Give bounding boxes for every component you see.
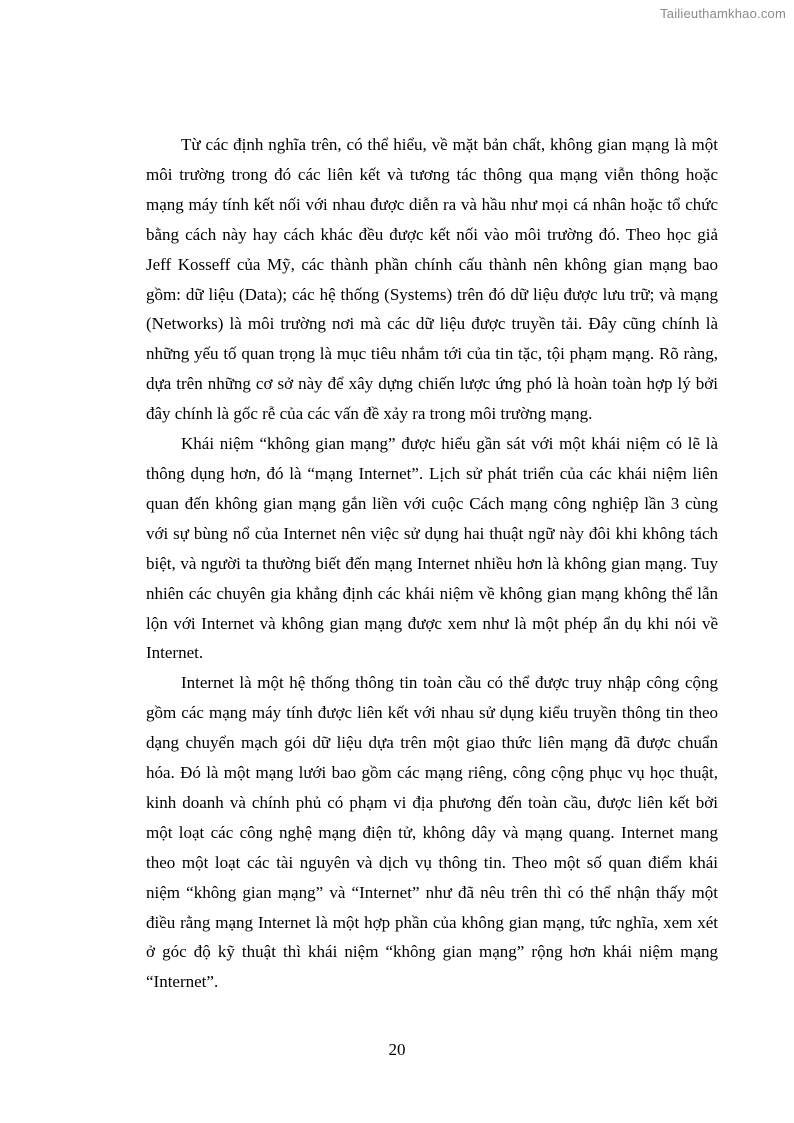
paragraph-1: Từ các định nghĩa trên, có thể hiểu, về mặt bản chất, không gian mạng là một môi trường trong đó các liên kết và tương tác thông qua mạng viễn thông hoặc mạng máy tính kết nối với nhau được diễn ra và hầu như mọi cá nhân hoặc tổ chức bằng cách này hay cách khác đều được kết nối vào môi trường đó. Theo học giả Jeff Kosseff của Mỹ, các thành phần chính cấu thành nên không gian mạng bao gồm: dữ liệu (Data); các hệ thống (Systems) trên đó dữ liệu được lưu trữ; và mạng (Networks) là môi trường nơi mà các dữ liệu được truyền tải. Đây cũng chính là những yếu tố quan trọng là mục tiêu nhắm tới của tin tặc, tội phạm mạng. Rõ ràng, dựa trên những cơ sở này để xây dựng chiến lược ứng phó là hoàn toàn hợp lý bởi đây chính là gốc rễ của các vấn đề xảy ra trong môi trường mạng. — [146, 135, 718, 424]
document-body — [146, 130, 718, 997]
paragraph-3: Internet là một hệ thống thông tin toàn cầu có thể được truy nhập công cộng gồm các mạng máy tính được liên kết với nhau sử dụng kiểu truyền thông tin theo dạng chuyển mạch gói dữ liệu dựa trên một giao thức liên mạng đã được chuẩn hóa. Đó là một mạng lưới bao gồm các mạng riêng, công cộng phục vụ học thuật, kinh doanh và chính phủ có phạm vi địa phương đến toàn cầu, được liên kết bởi một loạt các công nghệ mạng điện tử, không dây và mạng quang. Internet mang theo một loạt các tài nguyên và dịch vụ thông tin. Theo một số quan điểm khái niệm “không gian mạng” và “Internet” như đã nêu trên thì có thể nhận thấy một điều rằng mạng Internet là một hợp phần của không gian mạng, tức nghĩa, xem xét ở góc độ kỹ thuật thì khái niệm “không gian mạng” rộng hơn khái niệm mạng “Internet”. — [146, 673, 718, 992]
paragraph-2: Khái niệm “không gian mạng” được hiểu gần sát với một khái niệm có lẽ là thông dụng hơn, đó là “mạng Internet”. Lịch sử phát triển của các khái niệm liên quan đến không gian mạng gắn liền với cuộc Cách mạng công nghiệp lần 3 cùng với sự bùng nổ của Internet nên việc sử dụng hai thuật ngữ này đôi khi không tách biệt, và người ta thường biết đến mạng Internet nhiều hơn là không gian mạng. Tuy nhiên các chuyên gia khẳng định các khái niệm về không gian mạng không thể lẫn lộn với Internet và không gian mạng được xem như là một phép ẩn dụ khi nói về Internet. — [146, 434, 718, 663]
site-watermark: Tailieuthamkhao.com — [660, 6, 786, 21]
page-number: 20 — [388, 1040, 406, 1059]
